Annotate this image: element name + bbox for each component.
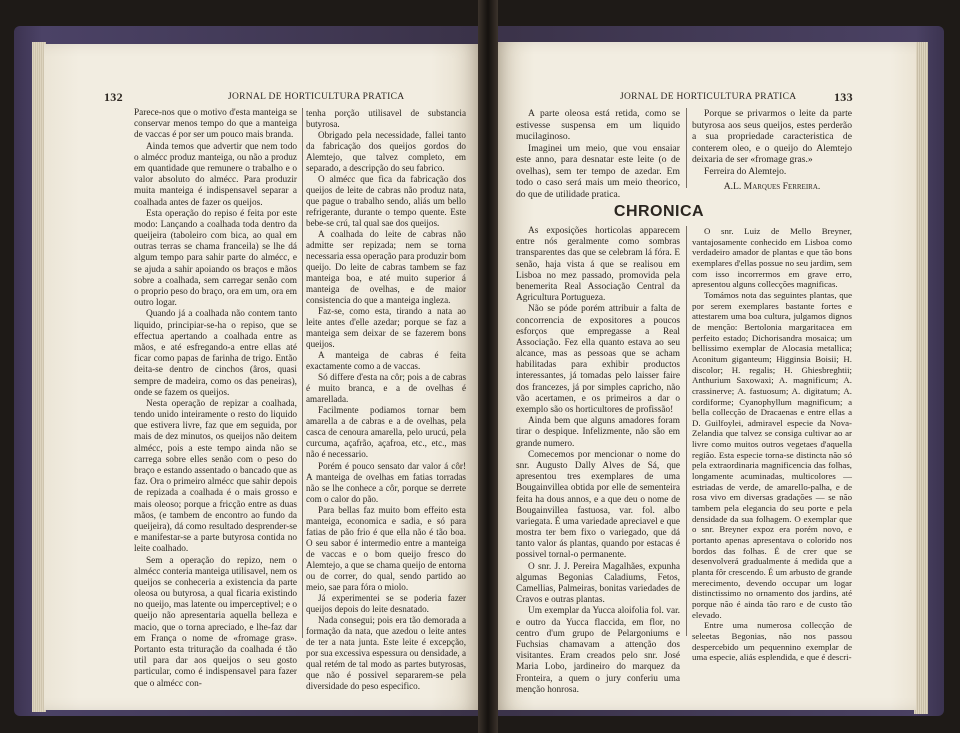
section-title: CHRONICA [613,203,705,220]
paragraph: Porque se privarmos o leite da parte butyrosa aos seus queijos, estes perderão a sua propriedade caracteristica de conterem oleo, e o queijo do Alemtejo deixaria de ser «fromage gras.» [692,108,852,166]
paragraph: Ainda bem que alguns amadores foram tirar o despique. Infelizmente, não são em grande numero. [516,416,680,449]
right-page-top-column-2 [692,108,852,193]
paragraph: As exposições horticolas apparecem entre nós geralmente como sombras transparentes das que se celebram lá fóra. E senão, haja vista á que se realisou em Lisboa no mez passado, promovida pela benemerita Real Associação Central da Agricultura Portugueza. [516,226,680,304]
paragraph: O snr. Luiz de Mello Breyner, vantajosamente conhecido em Lisboa como verdadeiro amador de plantas e que tão bons exemplares d'ellas possue no seu jardim, sem com isso incorrermos em grave erro, apresentou alguns collecções magnificas. [692,226,852,290]
paragraph: Porém é pouco sensato dar valor á côr! A manteiga de ovelhas em fatias torradas não se lhe conhece a côr, porque se derrete com o calor do pão. [306,460,466,504]
paragraph: Tomámos nota das seguintes plantas, que por serem exemplares bastante fortes e attestarem uma boa cultura, julgamos dignos de menção: Bertolonia margaritacea em perfeito estado; Dichorisandra mosaica; um bellissimo exemplar de Alocasia metallica; Aconitum giganteum; Higginsia Boisii; H. discolor; H. regalis; H. Ghiesbreghtii; Anthurium Saxowaxi; A. magnificum; A. crassinerve; A. fastuosum; A. digitatum; A. cordiforme; Cyanophyllum magnificum; a bella collecção de Dracaenas e entre ellas a D. Guilfoylei, admiravel especie da Nova-Zelandia que talvez se consiga cultivar ao ar livre como muitos outros vegetaes d'aquella região. Esta especie torna-se distincta não só pela extraordinaria magnificencia das folhas, longamente acuminadas, multicolores — estriadas de verde, de amarello-palha, e de rosa vivo em diversas gradações — se não tambem pela elegancia do seu porte e pela densidade da sua folhagem. O exemplar que o snr. Breyner expoz era porém novo, e portanto apenas apresentava o colorido nos bordos das folhas. É de crer que se desenvolverá gradualmente á medida que a planta fôr crescendo. É um arbusto de grande merecimento, devendo occupar um logar distinctissimo no ornamento dos jardins, até porque não é ainda tão raro e de custo tão elevado. [692,289,852,620]
paragraph: Ainda temos que advertir que nem todo o almécc produz manteiga, ou não a produz em quantidade que remunere o trabalho e o valor absoluto do almécc. Para produzir muita manteiga é indispensavel separar a coalhada antes de fazer os queijos. [134,141,297,208]
page-edges-right [914,42,928,714]
paragraph: Só differe d'esta na côr; pois a de cabras é muito branca, e a de ovelhas é amarellada. [306,372,466,405]
paragraph: Facilmente podiamos tornar bem amarella a de cabras e a de ovelhas, pela casca de cenoura amarella, pelo urucú, pela curcuma, açafrão, açafroa, etc., etc., mas não é necessario. [306,405,466,460]
paragraph: A coalhada do leite de cabras não admitte ser repizada; nem se torna necessaria essa operação para produzir bom queijo. Do leite de cabras tambem se faz manteiga boa, e até muito superior á manteiga de ovelhas, e de maior consistencia do que a manteiga ingleza. [306,229,466,306]
paragraph: O snr. J. J. Pereira Magalhães, expunha algumas Begonias Caladiums, Fetos, Camellias, Palmeiras, bonitas variedades de Cravos e outras plantas. [516,561,680,606]
right-page-top-column-1 [516,108,680,200]
left-page-header [104,90,123,105]
paragraph: Ferreira do Alemtejo. [704,165,787,177]
paragraph: Um exemplar da Yucca aloifolia fol. var. e outro da Yucca flaccida, em flor, no centro d'um grupo de Pelargoniums e Fuchsias chamavam a attenção dos visitantes. Eram creados pelo snr. José Maria Lobo, jardineiro do marquez da Fronteira, a quem o jury conferiu uma menção honrosa. [516,606,680,695]
paragraph: A parte oleosa está retida, como se estivesse suspensa em um liquido mucilaginoso. [516,108,680,143]
book-gutter [478,0,498,733]
paragraph: Esta operação do repiso é feita por este modo: Lançando a coalhada toda dentro da queijeira (taboleiro com bica, ao qual em outras terras se chama franceila) se lhe dá algum tempo para sahir parte do almécc, e se ajuda a sahir apoiando os braços e mãos sobre a coalhada, sem carregar senão com o proprio peso do braço, ora em um, ora em outro logar. [134,208,297,309]
paragraph: A manteiga de cabras é feita exactamente como a de vaccas. [306,350,466,372]
paragraph: Entre uma numerosa collecção de seleetas Begonias, não nos passou despercebido um pequennino exemplar de uma especie, aliás esplendida, e que é descri- [692,620,852,663]
paragraph: Faz-se, como esta, tirando a nata ao leite antes d'elle azedar; porque se faz a manteiga sem deixar de se fazerem bons queijos. [306,306,466,350]
right-running-title: JORNAL DE HORTICULTURA PRATICA [620,92,797,102]
column-divider [302,108,303,638]
paragraph: O almécc que fica da fabricação dos queijos de leite de cabras não produz nata, que pague o trabalho sendo, aliás um bello refrigerante, durante o tempo quente. Este bebe-se crú, tal qual sae dos queijos. [306,174,466,229]
paragraph: Comecemos por mencionar o nome do snr. Augusto Dally Alves de Sá, que apresentou tres exemplares de uma Bougainvillea obtida por elle de sementeira feita ha dous annos, e a que deu o nome de Bougainvillea fastuosa, var. fol. albo variegata. É uma variedade apreciavel e que mostra ter bem fixo o variegado, que dá tanto valor ás plantas, quando por estacas é possivel tornal-o permanente. [516,449,680,561]
left-page-number: 132 [104,90,123,104]
paragraph: Obrigado pela necessidade, fallei tanto da fabricação dos queijos gordos do Alemtejo, que talvez completo, em separado, a descripção do seu fabrico. [306,130,466,174]
right-page-number: 133 [834,90,853,104]
left-running-title: JORNAL DE HORTICULTURA PRATICA [228,92,405,102]
left-page-column-1 [134,108,297,690]
right-page-column-2 [692,226,852,663]
paragraph: Nada consegui; pois era tão demorada a formação da nata, que azedou o leite antes de ter a nata junta. Este leite é excepção, por sua excessiva espessura ou densidade, a qual retém de tal modo as partes butyrosas, que não é possivel separarem-se pela diversidade do peso especifico. [306,614,466,691]
paragraph: Nesta operação de repizar a coalhada, tendo unido inteiramente o resto do liquido que estivera livre, faz que em seguida, por mais de dez minutos, os queijos não deitem almécc, pois a este tempo ainda não se carrega sobre elles senão com o peso do braço e estando assentado o bancado que as faz. Ora o primeiro almécc que sahir depois de repizada a coalhada é o mais grosso e mais oleoso; porque a fricção entre as duas mãos, (e tambem de encontro ao fundo da queijeira), dá como resultado desprender-se e manifestar-se a parte butyrosa contida no leite coalhado. [134,398,297,555]
right-page-column-1 [516,226,680,696]
paragraph: Para bellas faz muito bom effeito esta manteiga, economica e sadia, e só para fatias de pão frio é que ella não é tão boa. O seu sabor é intermedio entre a manteiga de vaccas e o bom queijo fresco do Alemtejo, a que se chama queijo de entorna ou de correr, do qual, sendo partido ao meio, sae para fóra o miolo. [306,504,466,592]
paragraph: Sem a operação do repizo, nem o almécc conteria manteiga utilisavel, nem os queijos se conheceria a existencia da parte oleosa ou butyrosa, a qual ficaria existindo no queijo, mas latente ou imperceptivel; e o queijo não apresentaria aquella belleza e macio, que o torna apreciado, e lhe-faz dar em França o nome de «fromage gras». Portanto esta trituração da coalhada é tão util para dar aos queijos o seu gosto particular, como é indispensavel para fazer que o almécc con- [134,555,297,689]
column-divider [686,226,687,636]
right-page-header [834,90,853,105]
paragraph: Imaginei um meio, que vou ensaiar este anno, para desnatar este leite (o de ovelhas), sem ter tempo de azedar. Em todo o caso será mais um meio theorico, do que de utilidade pratica. [516,142,680,200]
paragraph: Não se póde porém attribuir a falta de concorrencia de expositores a poucos esforços que empregasse a Real Associação. Fez ella quanto estava ao seu alcance, mas as pessoas que se acham habilitadas para exhibir productos interessantes, já tomadas pelo laisser faire dos francezes, já por simples capricho, não vão acertamen, e os primeiros a dar o exemplo são os horticultores de profissão! [516,304,680,415]
paragraph: tenha porção utilisavel de substancia butyrosa. [306,108,466,130]
paragraph: Já experimentei se se poderia fazer queijos depois do leite desnatado. [306,592,466,614]
paragraph: Parece-nos que o motivo d'esta manteiga se conservar menos tempo do que a manteiga de vaccas é por ser um pouco mais branda. [134,108,297,141]
paragraph: Quando já a coalhada não contem tanto liquido, principiar-se-ha o repiso, que se effectua apertando a coalhada entre as mãos, e até esfregando-a entre ellas até ficar como papas de farinha de trigo. Então deita-se dentro de cinchos (âros, quasi sempre de madeira, como os das peneiras), onde se fazem os queijos. [134,309,297,398]
column-divider [686,108,687,188]
author-signature: A.L. Marques Ferreira. [723,181,821,193]
left-page-column-2 [306,108,466,692]
